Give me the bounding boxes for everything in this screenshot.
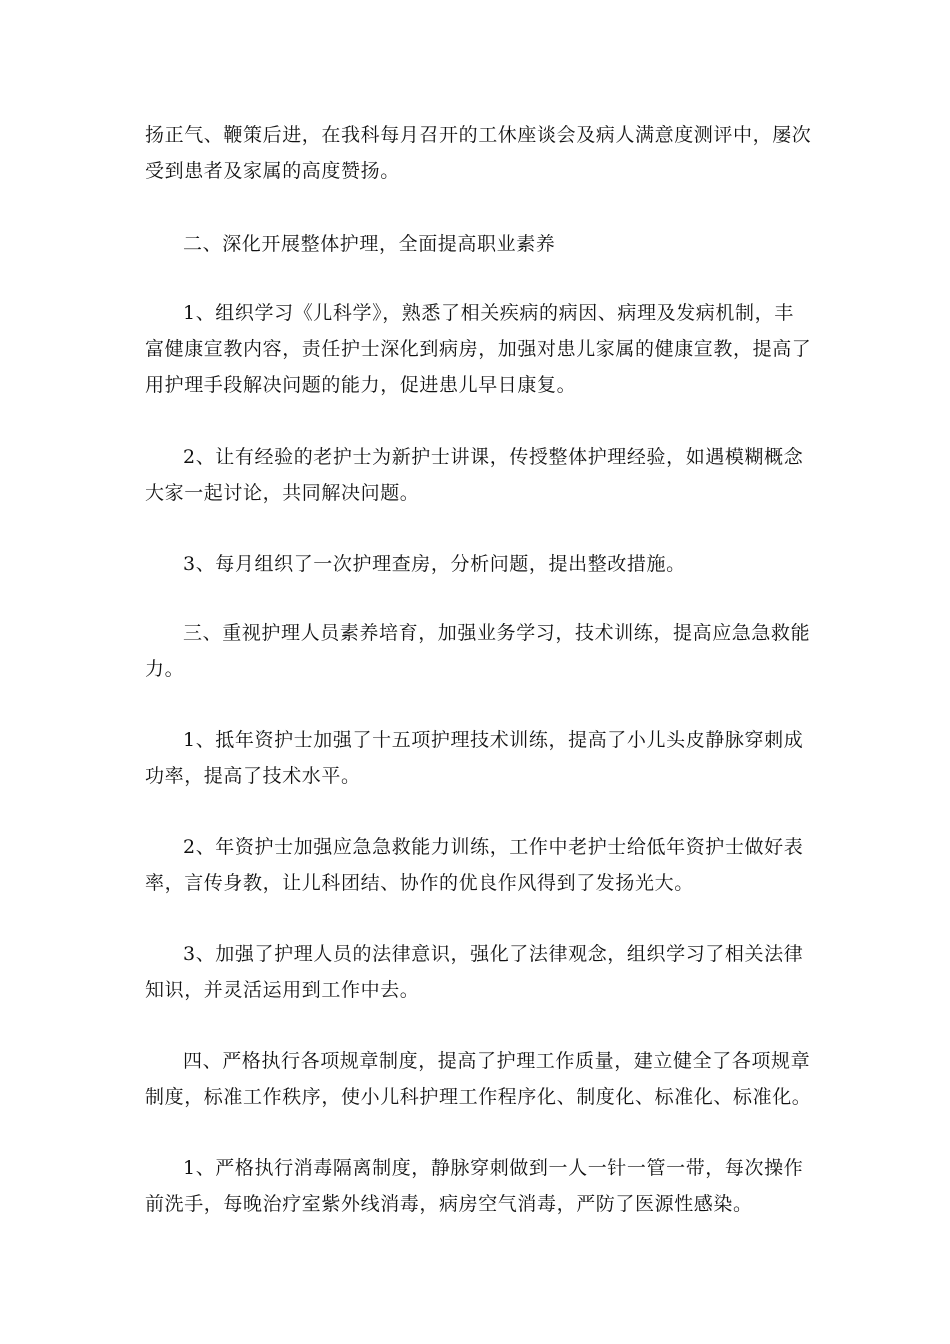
section-heading-3: 三、重视护理人员素养培育，加强业务学习，技术训练，提高应急急救能力。 <box>145 622 811 680</box>
paragraph-2-2: 2、让有经验的老护士为新护士讲课，传授整体护理经验，如遇模糊概念大家一起讨论，共同解决问题。 <box>145 446 804 504</box>
paragraph-continuation: 扬正气、鞭策后进，在我科每月召开的工休座谈会及病人满意度测评中，屡次受到患者及家属的高度赞扬。 <box>145 124 812 182</box>
paragraph-3-2: 2、年资护士加强应急急救能力训练，工作中老护士给低年资护士做好表率，言传身教，让儿科团结、协作的优良作风得到了发扬光大。 <box>145 836 804 894</box>
paragraph-3-1: 1、抵年资护士加强了十五项护理技术训练，提高了小儿头皮静脉穿刺成功率，提高了技术水平。 <box>145 729 804 787</box>
paragraph-2-1: 1、组织学习《儿科学》，熟悉了相关疾病的病因、病理及发病机制，丰富健康宣教内容，责任护士深化到病房，加强对患儿家属的健康宣教，提高了用护理手段解决问题的能力，促进患儿早日康复。 <box>145 302 812 396</box>
paragraph-4-1: 1、严格执行消毒隔离制度，静脉穿刺做到一人一针一管一带，每次操作前洗手，每晚治疗室紫外线消毒，病房空气消毒，严防了医源性感染。 <box>145 1157 804 1215</box>
paragraph-2-3: 3、每月组织了一次护理查房，分析问题，提出整改措施。 <box>183 553 686 575</box>
paragraph-3-3: 3、加强了护理人员的法律意识，强化了法律观念，组织学习了相关法律知识，并灵活运用到工作中去。 <box>145 943 804 1001</box>
section-heading-4: 四、严格执行各项规章制度，提高了护理工作质量，建立健全了各项规章制度，标准工作秩序，使小儿科护理工作程序化、制度化、标准化、标准化。 <box>145 1050 812 1108</box>
section-heading-2: 二、深化开展整体护理，全面提高职业素养 <box>183 233 556 255</box>
